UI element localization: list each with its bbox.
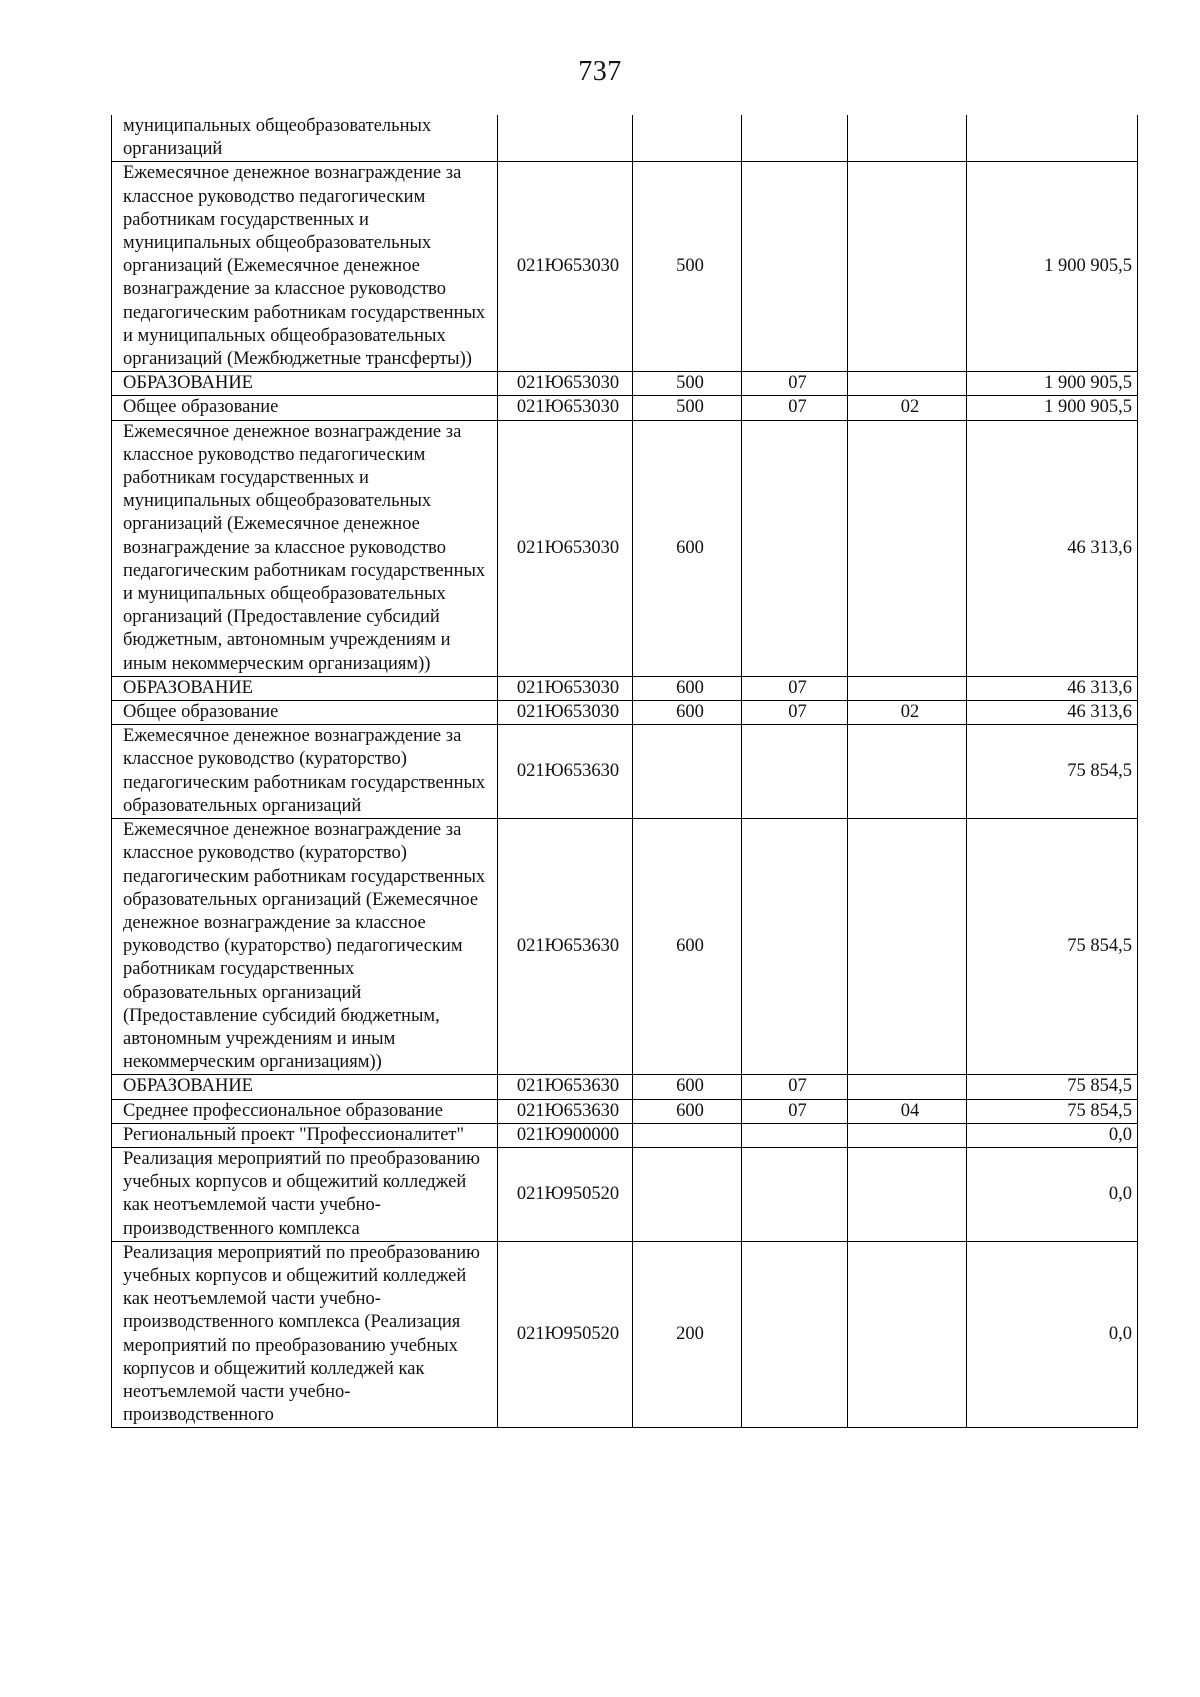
item-name: ОБРАЗОВАНИЕ [112,1075,498,1099]
expense-type: 200 [633,1241,742,1428]
subsection: 04 [848,1099,967,1123]
page-number: 737 [578,56,622,87]
table-row [112,1123,1138,1147]
table-row [112,396,1138,420]
target-code: 021Ю900000 [498,1123,633,1147]
amount: 0,0 [967,1147,1138,1241]
target-code [498,115,633,162]
item-name: Ежемесячное денежное вознаграждение за классное руководство педагогическим работникам государственных и муниципальных общеобразовательных организаций (Ежемесячное денежное вознаграждение за классное руководство педагогическим работникам государственных и муниципальных общеобразовательных организаций (Предоставление субсидий бюджетным, автономным учреждениям и иным некоммерческим организациям)) [112,420,498,676]
table-row [112,819,1138,1075]
expense-type: 600 [633,420,742,676]
target-code: 021Ю653630 [498,819,633,1075]
subsection [848,1123,967,1147]
item-name: Общее образование [112,701,498,725]
table-row [112,372,1138,396]
item-name: Общее образование [112,396,498,420]
table-row [112,1075,1138,1099]
amount: 0,0 [967,1123,1138,1147]
section [742,1123,848,1147]
section [742,1147,848,1241]
expense-type: 600 [633,819,742,1075]
section [742,162,848,372]
expense-type: 600 [633,1099,742,1123]
subsection: 02 [848,701,967,725]
section: 07 [742,372,848,396]
subsection [848,420,967,676]
section: 07 [742,676,848,700]
item-name: ОБРАЗОВАНИЕ [112,372,498,396]
section [742,420,848,676]
section [742,1241,848,1428]
subsection [848,819,967,1075]
target-code: 021Ю950520 [498,1147,633,1241]
table-row [112,725,1138,819]
target-code: 021Ю653030 [498,396,633,420]
amount: 75 854,5 [967,1099,1138,1123]
budget-table [111,115,1138,1428]
expense-type: 500 [633,396,742,420]
subsection [848,676,967,700]
expense-type [633,1123,742,1147]
expense-type: 500 [633,162,742,372]
subsection [848,372,967,396]
section: 07 [742,1099,848,1123]
target-code: 021Ю653630 [498,1099,633,1123]
target-code: 021Ю653030 [498,420,633,676]
item-name: Региональный проект "Профессионалитет" [112,1123,498,1147]
amount: 1 900 905,5 [967,372,1138,396]
target-code: 021Ю653030 [498,162,633,372]
target-code: 021Ю653630 [498,1075,633,1099]
amount: 46 313,6 [967,420,1138,676]
item-name: муниципальных общеобразовательных организаций [112,115,498,162]
expense-type: 500 [633,372,742,396]
section: 07 [742,701,848,725]
expense-type: 600 [633,1075,742,1099]
item-name: ОБРАЗОВАНИЕ [112,676,498,700]
item-name: Реализация мероприятий по преобразованию учебных корпусов и общежитий колледжей как неотъемлемой части учебно-производственного комплекса (Реализация мероприятий по преобразованию учебных корпусов и общежитий колледжей как неотъемлемой части учебно-производственного [112,1241,498,1428]
expense-type [633,725,742,819]
expense-type [633,115,742,162]
target-code: 021Ю653030 [498,701,633,725]
amount: 0,0 [967,1241,1138,1428]
amount: 46 313,6 [967,701,1138,725]
table-row [112,676,1138,700]
table-row [112,1147,1138,1241]
table-row [112,162,1138,372]
table-row [112,1241,1138,1428]
table-row [112,1099,1138,1123]
target-code: 021Ю653630 [498,725,633,819]
subsection [848,1075,967,1099]
expense-type [633,1147,742,1241]
subsection [848,725,967,819]
section [742,725,848,819]
section [742,819,848,1075]
subsection [848,162,967,372]
amount: 1 900 905,5 [967,396,1138,420]
target-code: 021Ю653030 [498,676,633,700]
amount: 75 854,5 [967,725,1138,819]
item-name: Реализация мероприятий по преобразованию учебных корпусов и общежитий колледжей как неотъемлемой части учебно-производственного комплекса [112,1147,498,1241]
amount: 75 854,5 [967,819,1138,1075]
item-name: Ежемесячное денежное вознаграждение за классное руководство (кураторство) педагогическим работникам государственных образовательных организаций [112,725,498,819]
section [742,115,848,162]
section: 07 [742,396,848,420]
amount: 75 854,5 [967,1075,1138,1099]
target-code: 021Ю653030 [498,372,633,396]
subsection [848,115,967,162]
subsection [848,1241,967,1428]
item-name: Ежемесячное денежное вознаграждение за классное руководство педагогическим работникам государственных и муниципальных общеобразовательных организаций (Ежемесячное денежное вознаграждение за классное руководство педагогическим работникам государственных и муниципальных общеобразовательных организаций (Межбюджетные трансферты)) [112,162,498,372]
amount: 1 900 905,5 [967,162,1138,372]
item-name: Среднее профессиональное образование [112,1099,498,1123]
table-row [112,420,1138,676]
target-code: 021Ю950520 [498,1241,633,1428]
subsection: 02 [848,396,967,420]
table-row [112,115,1138,162]
amount: 46 313,6 [967,676,1138,700]
table-row [112,701,1138,725]
amount [967,115,1138,162]
expense-type: 600 [633,701,742,725]
item-name: Ежемесячное денежное вознаграждение за классное руководство (кураторство) педагогическим работникам государственных образовательных организаций (Ежемесячное денежное вознаграждение за классное руководство (кураторство) педагогическим работникам государственных образовательных организаций (Предоставление субсидий бюджетным, автономным учреждениям и иным некоммерческим организациям)) [112,819,498,1075]
subsection [848,1147,967,1241]
section: 07 [742,1075,848,1099]
expense-type: 600 [633,676,742,700]
